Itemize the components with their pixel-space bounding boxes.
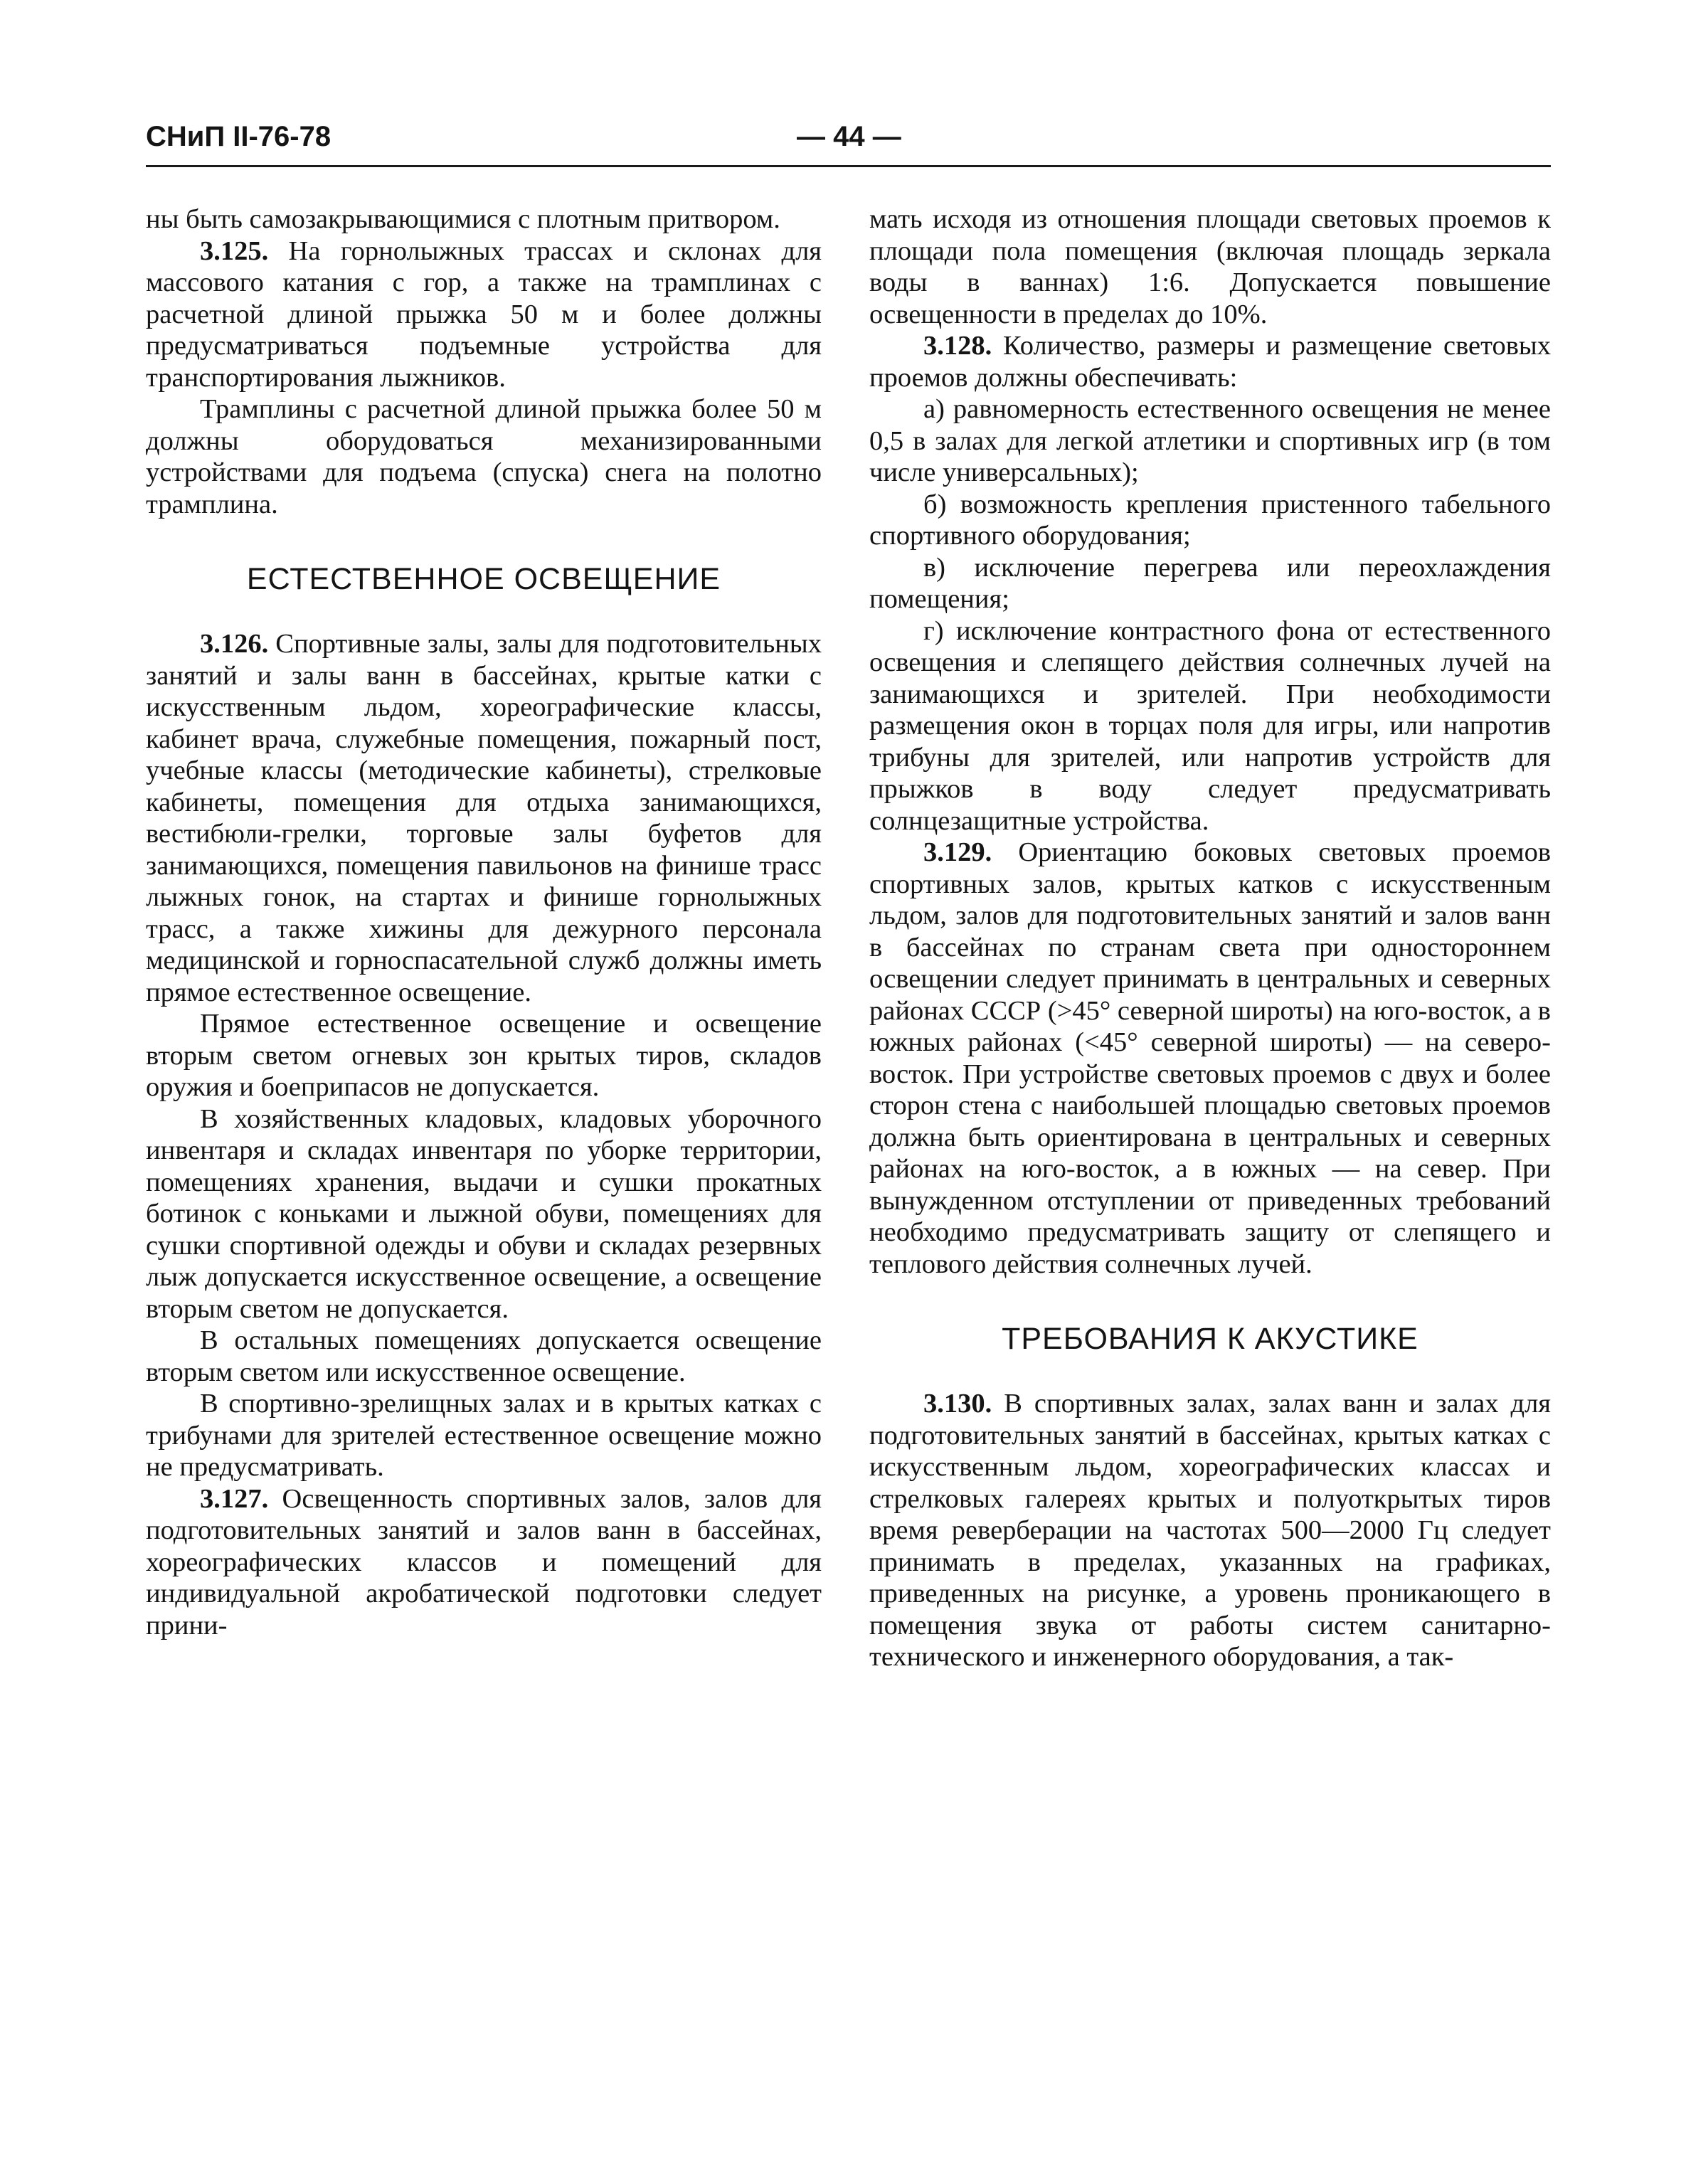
clause-number: 3.126. [200, 629, 269, 659]
clause-number: 3.130. [923, 1389, 992, 1419]
page-number: — 44 — [797, 121, 901, 152]
clause-text: Количество, размеры и размещение световых проемов должны обеспечивать: [869, 331, 1551, 393]
clause-text: На горнолыжных трассах и склонах для массового катания с гор, а также на трамплинах с расчетной длиной прыжка 50 м и более должны предусматриваться подъемные устройства для транспортирования лыжников. [146, 235, 822, 393]
clause-3-127 [146, 1483, 822, 1642]
paragraph: В хозяйственных кладовых, кладовых уборочного инвентаря и складах инвентаря по уборке территории, помещениях хранения, выдачи и сушки прокатных ботинок с коньками и лыжной обуви, помещениях для сушки спортивной одежды и обуви и складах резервных лыж допускается искусственное освещение, а освещение вторым светом не допускается. [146, 1103, 822, 1324]
page-header [146, 121, 1551, 167]
clause-text: В спортивных залах, залах ванн и залах для подготовительных занятий в бассейнах, крытых катках с искусственным льдом, хореографических классах и стрелковых галереях крытых и полуоткрытых тиров время реверберации на частотах 500—2000 Гц следует принимать в пределах, указанных на графиках, приведенных на рисунке, а уровень проникающего в помещения звука от работы систем санитарно-технического и инженерного оборудования, а так- [869, 1389, 1551, 1672]
document-code: СНиП II-76-78 [146, 121, 332, 152]
list-item-v: в) исключение перегрева или переохлаждения помещения; [869, 552, 1551, 614]
clause-number: 3.127. [200, 1483, 269, 1514]
clause-3-129 [869, 837, 1551, 1280]
list-item-a: а) равномерность естественного освещения не менее 0,5 в залах для легкой атлетики и спортивных игр (в том числе универсальных); [869, 394, 1551, 487]
paragraph: Прямое естественное освещение и освещение вторым светом огневых зон крытых тиров, складов оружия и боеприпасов не допускается. [146, 1009, 822, 1102]
clause-text: Спортивные залы, залы для подготовительных занятий и залы ванн в бассейнах, крытые катки с искусственным льдом, хореографические классы, кабинет врача, служебные помещения, пожарный пост, учебные классы (методические кабинеты), стрелковые кабинеты, помещения для отдыха занимающихся, вестибюли-грелки, торговые залы буфетов для занимающихся, помещения павильонов на финише трасс лыжных гонок, на стартах и финише горнолыжных трасс, а также хижины для дежурного персонала медицинской и горноспасательной служб должны иметь прямое естественное освещение. [146, 629, 822, 1007]
section-heading-natural-lighting: ЕСТЕСТВЕННОЕ ОСВЕЩЕНИЕ [246, 562, 721, 596]
clause-text: Ориентацию боковых световых проемов спортивных залов, крытых катков с искусственным льдом, залов для подготовительных занятий и залов ванн в бассейнах по странам света при одностороннем освещении следует принимать в центральных и северных районах СССР (>45° северной широты) на юго-восток, а в южных районах (<45° северной широты) — на северо-восток. При устройстве световых проемов с двух и более сторон стена с наибольшей площадью световых проемов должна быть ориентирована в центральных и северных районах на юго-восток, а в южных — на север. При вынужденном отступлении от приведенных требований необходимо предусматривать защиту от слепящего и теплового действия солнечных лучей. [869, 837, 1551, 1279]
paragraph-continuation: ны быть самозакрывающимися с плотным притвором. [146, 204, 780, 234]
clause-3-126 [146, 628, 822, 1008]
clause-text: Освещенность спортивных залов, залов для подготовительных занятий и залов ванн в бассейнах, хореографических классов и помещений для индивидуальной акробатической подготовки следует прини- [146, 1483, 822, 1640]
section-heading-acoustics: ТРЕБОВАНИЯ К АКУСТИКЕ [1002, 1322, 1418, 1356]
paragraph: В остальных помещениях допускается освещение вторым светом или искусственное освещение. [146, 1325, 822, 1387]
paragraph: Трамплины с расчетной длиной прыжка более 50 м должны оборудоваться механизированными устройствами для подъема (спуска) снега на полотно трамплина. [146, 394, 822, 519]
clause-number: 3.125. [200, 235, 269, 266]
left-column [146, 203, 822, 1641]
clause-3-128 [869, 330, 1551, 393]
list-item-g: г) исключение контрастного фона от естественного освещения и слепящего действия солнечных лучей на занимающихся и зрителей. При необходимости размещения окон в торцах поля для игры, или напротив трибуны для зрителей, или напротив устройств для прыжков в воду следует предусматривать солнцезащитные устройства. [869, 615, 1551, 836]
list-item-b: б) возможность крепления пристенного табельного спортивного оборудования; [869, 489, 1551, 551]
paragraph-continuation: мать исходя из отношения площади световых проемов к площади пола помещения (включая площадь зеркала воды в ваннах) 1:6. Допускается повышение освещенности в пределах до 10%. [869, 204, 1551, 329]
clause-number: 3.128. [923, 331, 992, 361]
clause-3-130 [869, 1388, 1551, 1673]
clause-3-125 [146, 235, 822, 394]
clause-number: 3.129. [923, 837, 992, 867]
right-column [869, 203, 1551, 1673]
paragraph: В спортивно-зрелищных залах и в крытых катках с трибунами для зрителей естественное освещение можно не предусматривать. [146, 1389, 822, 1482]
